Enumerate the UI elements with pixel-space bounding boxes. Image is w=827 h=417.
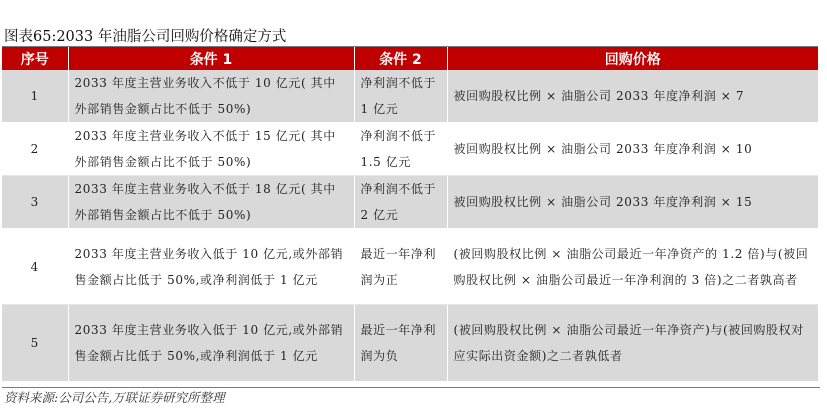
cell-condition-2: 最近一年净利润为负 — [354, 305, 447, 382]
table-row — [2, 123, 818, 176]
table-header-row — [2, 47, 818, 70]
header-no: 序号 — [2, 47, 68, 70]
cell-no: 2 — [2, 123, 68, 176]
cell-price: 被回购股权比例 × 油脂公司 2033 年度净利润 × 10 — [447, 123, 818, 176]
cell-price: (被回购股权比例 × 油脂公司最近一年净资产)与(被回购股权对应实际出资金额)之二者孰低者 — [447, 305, 818, 382]
cell-condition-2: 净利润不低于 1.5 亿元 — [354, 123, 447, 176]
cropped-previous-line — [0, 0, 827, 9]
table-row — [2, 229, 818, 305]
source-note: 资料来源:公司公告,万联证券研究所整理 — [2, 387, 820, 410]
cell-condition-2: 最近一年净利润为正 — [354, 229, 447, 305]
table-row — [2, 305, 818, 382]
cell-condition-2: 净利润不低于 2 亿元 — [354, 176, 447, 229]
table-row — [2, 70, 818, 123]
cell-no: 1 — [2, 70, 68, 123]
cell-condition-1: 2033 年度主营业务收入不低于 10 亿元( 其中外部销售金额占比不低于 50%) — [68, 70, 354, 123]
cell-no: 3 — [2, 176, 68, 229]
caption-bar — [2, 24, 818, 47]
cell-condition-1: 2033 年度主营业务收入低于 10 亿元,或外部销售金额占比低于 50%,或净利润低于 1 亿元 — [68, 305, 354, 382]
cell-no: 5 — [2, 305, 68, 382]
header-condition-2: 条件 2 — [354, 47, 447, 70]
header-price: 回购价格 — [447, 47, 818, 70]
cell-price: 被回购股权比例 × 油脂公司 2033 年度净利润 × 15 — [447, 176, 818, 229]
cell-price: 被回购股权比例 × 油脂公司 2033 年度净利润 × 7 — [447, 70, 818, 123]
figure-title: 图表65:2033 年油脂公司回购价格确定方式 — [4, 29, 287, 45]
repurchase-price-table — [2, 47, 818, 382]
cell-condition-1: 2033 年度主营业务收入低于 10 亿元,或外部销售金额占比低于 50%,或净利润低于 1 亿元 — [68, 229, 354, 305]
table-row — [2, 176, 818, 229]
cell-condition-2: 净利润不低于 1 亿元 — [354, 70, 447, 123]
cell-condition-1: 2033 年度主营业务收入不低于 18 亿元( 其中外部销售金额占比不低于 50%) — [68, 176, 354, 229]
header-condition-1: 条件 1 — [68, 47, 354, 70]
cell-no: 4 — [2, 229, 68, 305]
cell-condition-1: 2033 年度主营业务收入不低于 15 亿元( 其中外部销售金额占比不低于 50%) — [68, 123, 354, 176]
cell-price: (被回购股权比例 × 油脂公司最近一年净资产的 1.2 倍)与(被回购股权比例 × 油脂公司最近一年净利润的 3 倍)之二者孰高者 — [447, 229, 818, 305]
